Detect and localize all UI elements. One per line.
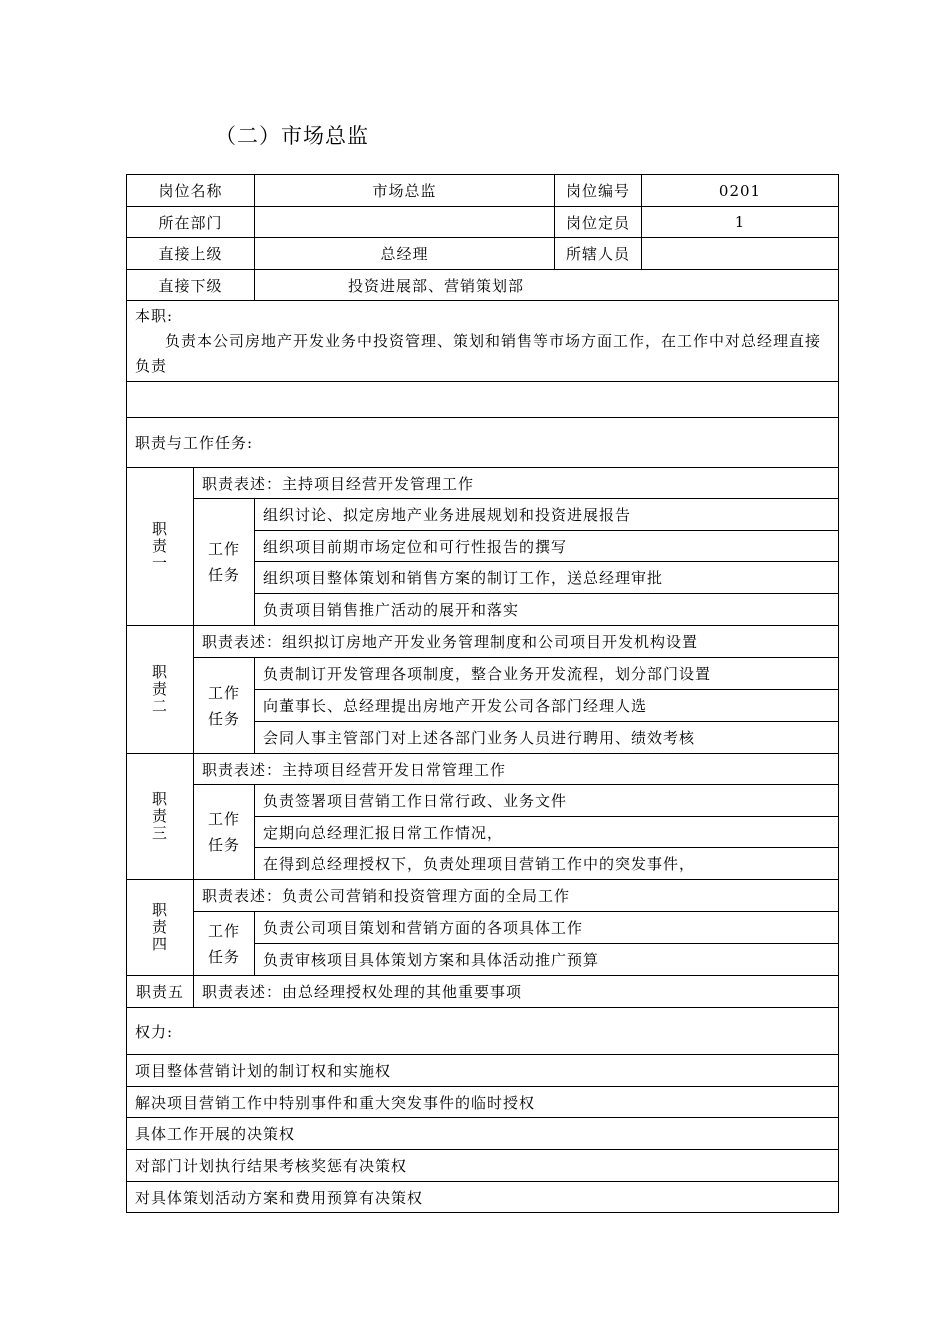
duty-2-task-3: 会同人事主管部门对上述各部门业务人员进行聘用、绩效考核 xyxy=(255,722,839,754)
duty-2-task-2: 向董事长、总经理提出房地产开发公司各部门经理人选 xyxy=(255,690,839,722)
duty-summary-label: 本职: xyxy=(135,307,174,325)
page-title: （二）市场总监 xyxy=(215,124,369,148)
responsibilities-header-row xyxy=(127,418,839,468)
info-row-superior xyxy=(127,238,839,270)
duty-4-task-2: 负责审核项目具体策划方案和具体活动推广预算 xyxy=(255,944,839,976)
headcount-value: 1 xyxy=(642,207,839,238)
duty-4-task-row xyxy=(127,912,839,944)
position-name-value: 市场总监 xyxy=(255,175,555,207)
authority-item-2: 解决项目营销工作中特别事件和重大突发事件的临时授权 xyxy=(127,1087,839,1118)
headcount-label: 岗位定员 xyxy=(555,207,642,238)
duty-1-task-3: 组织项目整体策划和销售方案的制订工作，送总经理审批 xyxy=(255,562,839,594)
subordinate-label: 直接下级 xyxy=(127,270,255,301)
duty-5-label: 职责五 xyxy=(127,976,194,1008)
duty-2-statement-row xyxy=(127,626,839,658)
duty-5-statement: 职责表述：由总经理授权处理的其他重要事项 xyxy=(194,976,839,1008)
authority-item-1: 项目整体营销计划的制订权和实施权 xyxy=(127,1055,839,1087)
duty-2-task-label: 工作 任务 xyxy=(194,658,255,754)
info-row-department xyxy=(127,207,839,238)
blank-row xyxy=(127,382,839,418)
duty-1-task-label: 工作 任务 xyxy=(194,499,255,626)
subordinate-value: 投资进展部、营销策划部 xyxy=(255,270,839,301)
duty-3-task-1: 负责签署项目营销工作日常行政、业务文件 xyxy=(255,785,839,817)
superior-label: 直接上级 xyxy=(127,238,255,270)
duty-3-label: 职 责 三 xyxy=(127,754,194,880)
duty-1-statement: 职责表述：主持项目经营开发管理工作 xyxy=(194,468,839,499)
managed-label: 所辖人员 xyxy=(555,238,642,270)
duty-1-task-2: 组织项目前期市场定位和可行性报告的撰写 xyxy=(255,531,839,562)
info-row-position xyxy=(127,175,839,207)
duty-1-task-4: 负责项目销售推广活动的展开和落实 xyxy=(255,594,839,626)
duty-summary-cell xyxy=(127,301,839,382)
department-label: 所在部门 xyxy=(127,207,255,238)
position-code-value: 0201 xyxy=(642,175,839,207)
duty-4-task-1: 负责公司项目策划和营销方面的各项具体工作 xyxy=(255,912,839,944)
duty-5-row xyxy=(127,976,839,1008)
duty-2-statement: 职责表述：组织拟订房地产开发业务管理制度和公司项目开发机构设置 xyxy=(194,626,839,658)
duty-3-task-row xyxy=(127,785,839,817)
duty-3-task-label: 工作 任务 xyxy=(194,785,255,880)
authority-item-3: 具体工作开展的决策权 xyxy=(127,1118,839,1150)
authority-row xyxy=(127,1150,839,1182)
superior-value: 总经理 xyxy=(255,238,555,270)
duty-1-task-row xyxy=(127,499,839,531)
duty-3-statement-row xyxy=(127,754,839,785)
duty-summary-text: 负责本公司房地产开发业务中投资管理、策划和销售等市场方面工作，在工作中对总经理直接负责 xyxy=(135,332,822,375)
duty-2-task-row xyxy=(127,658,839,690)
authority-item-4: 对部门计划执行结果考核奖惩有决策权 xyxy=(127,1150,839,1182)
duty-1-label: 职 责 一 xyxy=(127,468,194,626)
duty-1-task-1: 组织讨论、拟定房地产业务进展规划和投资进展报告 xyxy=(255,499,839,531)
blank-cell xyxy=(127,382,839,418)
managed-value xyxy=(642,238,839,270)
position-code-label: 岗位编号 xyxy=(555,175,642,207)
info-row-subordinate xyxy=(127,270,839,301)
position-name-label: 岗位名称 xyxy=(127,175,255,207)
authority-label: 权力: xyxy=(127,1008,839,1055)
authority-row xyxy=(127,1182,839,1213)
duty-2-label: 职 责 二 xyxy=(127,626,194,754)
duty-4-task-label: 工作 任务 xyxy=(194,912,255,976)
authority-row xyxy=(127,1087,839,1118)
duty-3-statement: 职责表述：主持项目经营开发日常管理工作 xyxy=(194,754,839,785)
duty-4-label: 职 责 四 xyxy=(127,880,194,976)
duty-3-task-2: 定期向总经理汇报日常工作情况， xyxy=(255,817,839,848)
authority-row xyxy=(127,1055,839,1087)
department-value xyxy=(255,207,555,238)
authority-row xyxy=(127,1118,839,1150)
authority-item-5: 对具体策划活动方案和费用预算有决策权 xyxy=(127,1182,839,1213)
duty-3-task-3: 在得到总经理授权下，负责处理项目营销工作中的突发事件， xyxy=(255,848,839,880)
job-description-table xyxy=(126,174,839,1213)
duty-4-statement: 职责表述：负责公司营销和投资管理方面的全局工作 xyxy=(194,880,839,912)
responsibilities-label: 职责与工作任务: xyxy=(127,418,839,468)
duty-1-statement-row xyxy=(127,468,839,499)
duty-4-statement-row xyxy=(127,880,839,912)
duty-2-task-1: 负责制订开发管理各项制度，整合业务开发流程，划分部门设置 xyxy=(255,658,839,690)
duty-summary-row xyxy=(127,301,839,382)
authority-header-row xyxy=(127,1008,839,1055)
